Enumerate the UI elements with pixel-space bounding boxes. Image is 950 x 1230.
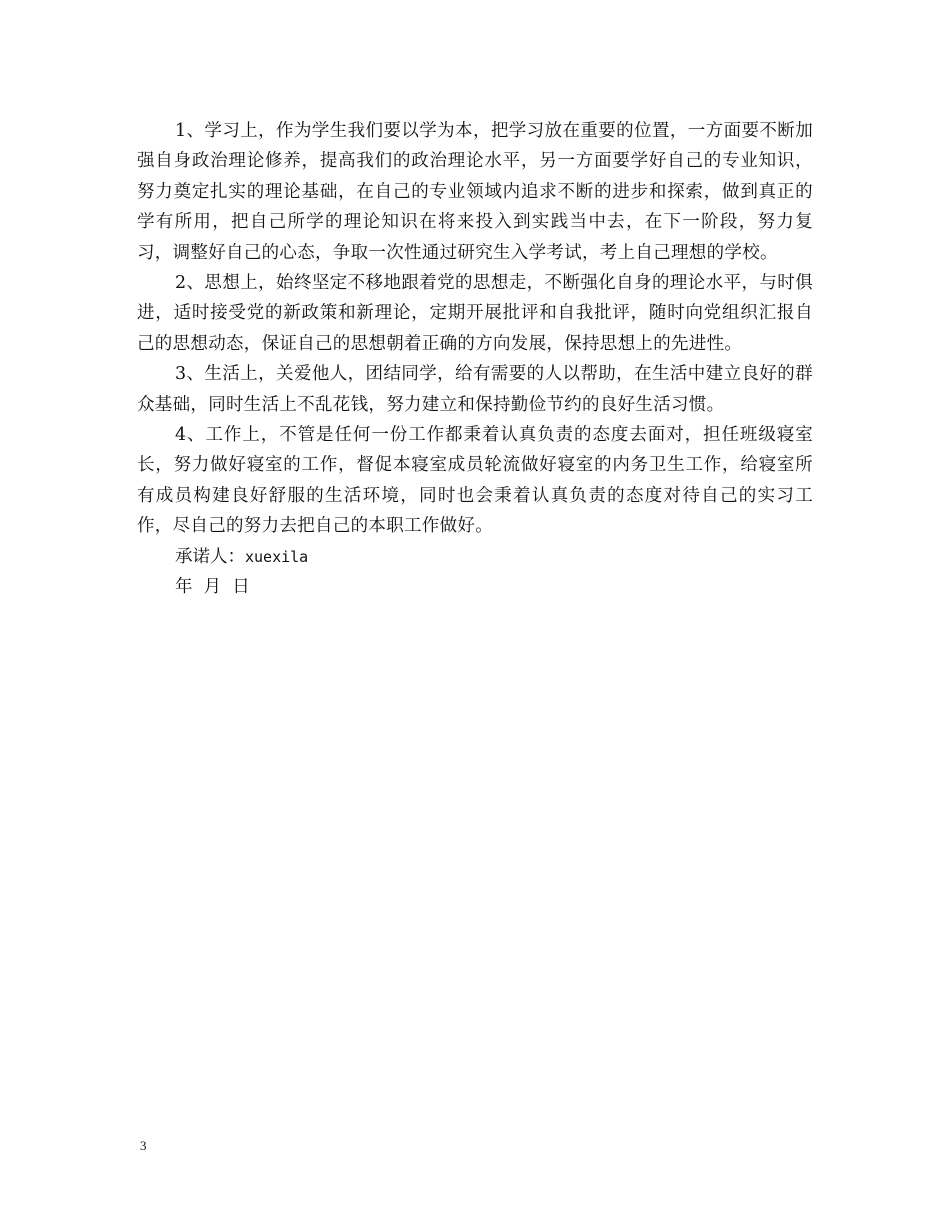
signature-line — [137, 542, 813, 572]
signature-name: xuexila — [245, 547, 309, 566]
paragraph-study: 1、学习上，作为学生我们要以学为本，把学习放在重要的位置，一方面要不断加强自身政治理论修养，提高我们的政治理论水平，另一方面要学好自己的专业知识，努力奠定扎实的理论基础，在自己的专业领域内追求不断的进步和探索，做到真正的学有所用，把自己所学的理论知识在将来投入到实践当中去，在下一阶段，努力复习，调整好自己的心态，争取一次性通过研究生入学考试，考上自己理想的学校。 — [137, 121, 813, 263]
paragraph-work: 4、工作上，不管是任何一份工作都秉着认真负责的态度去面对，担任班级寝室长，努力做好寝室的工作，督促本寝室成员轮流做好寝室的内务卫生工作，给寝室所有成员构建良好舒服的生活环境，同时也会秉着认真负责的态度对待自己的实习工作，尽自己的努力去把自己的本职工作做好。 — [137, 425, 813, 537]
document-body — [137, 116, 813, 603]
paragraph-life: 3、生活上，关爱他人，团结同学，给有需要的人以帮助，在生活中建立良好的群众基础，同时生活上不乱花钱，努力建立和保持勤俭节约的良好生活习惯。 — [137, 364, 813, 415]
date-line: 年 月 日 — [175, 577, 250, 598]
signature-label: 承诺人： — [175, 546, 245, 567]
page-number: 3 — [140, 1138, 147, 1153]
paragraph-thought: 2、思想上，始终坚定不移地跟着党的思想走，不断强化自身的理论水平，与时俱进，适时接受党的新政策和新理论，定期开展批评和自我批评，随时向党组织汇报自己的思想动态，保证自己的思想朝着正确的方向发展，保持思想上的先进性。 — [137, 273, 813, 354]
